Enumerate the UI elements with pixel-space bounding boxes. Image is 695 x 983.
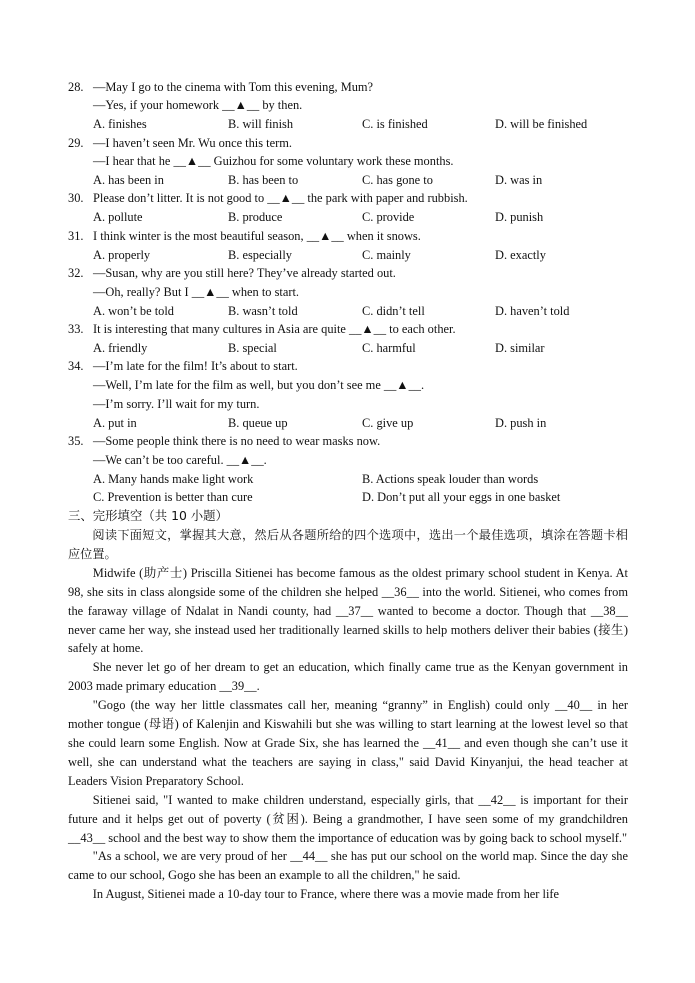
passage-paragraph: "As a school, we are very proud of her __44__ she has put our school on the world map. Since the day she came to our school, Gogo she has been an example to all the children," he said. [68, 849, 628, 883]
option-d[interactable]: D. haven’t told [495, 304, 570, 318]
option-d[interactable]: D. was in [495, 173, 543, 187]
passage-paragraph: "Gogo (the way her little classmates call her, meaning “granny” in English) could only __40__ in her mother tongue (母语) of Kalenjin and Kiswahili but she was willing to start learning at the lowest level so that she could learn some English. Now at Grade Six, she has learned the __41__ and even though she can’t use it well, she can understand what the teachers are saying in class," said David Kinyanjui, the head teacher at Leaders Vision Preparatory School. [68, 698, 628, 788]
question-number: 35. [68, 434, 84, 448]
passage-paragraph: Sitienei said, "I wanted to make children understand, especially girls, that __42__ is important for their future and it helps get out of poverty (贫困). Being a grandmother, I have seen some of my grandchildren __43__ school and the best way to show them the importance of education was by going back to school myself." [68, 792, 628, 845]
option-c[interactable]: C. provide [362, 210, 415, 224]
option-c[interactable]: C. has gone to [362, 173, 433, 187]
question-number: 34. [68, 359, 84, 373]
option-a[interactable]: A. put in [93, 416, 137, 430]
question-number: 33. [68, 322, 84, 336]
option-d[interactable]: D. Don’t put all your eggs in one basket [362, 490, 561, 504]
section-title: 三、完形填空（共 10 小题） [68, 508, 228, 523]
passage-paragraph: In August, Sitienei made a 10-day tour to France, where there was a movie made from her life [92, 887, 560, 902]
option-b[interactable]: B. queue up [228, 416, 288, 430]
option-c[interactable]: C. didn’t tell [362, 304, 425, 318]
question-number: 30. [68, 191, 84, 205]
option-a[interactable]: A. Many hands make light work [93, 472, 254, 486]
option-c[interactable]: C. is finished [362, 117, 428, 131]
question-stem: —Some people think there is no need to wear masks now. [93, 434, 381, 448]
question-stem: Please don’t litter. It is not good to __▲__ the park with paper and rubbish. [93, 191, 468, 205]
option-d[interactable]: D. similar [495, 341, 545, 355]
question-response: —We can’t be too careful. __▲__. [93, 453, 267, 467]
question-number: 31. [68, 229, 84, 243]
option-d[interactable]: D. will be finished [495, 117, 588, 131]
question-number: 29. [68, 136, 84, 150]
option-b[interactable]: B. especially [228, 248, 292, 262]
passage-paragraph: She never let go of her dream to get an education, which finally came true as the Kenyan government in 2003 made primary education __39__. [68, 660, 628, 694]
option-d[interactable]: D. exactly [495, 248, 546, 262]
option-b[interactable]: B. Actions speak louder than words [362, 472, 539, 486]
section-instruction: 阅读下面短文，掌握其大意，然后从各题所给的四个选项中，选出一个最佳选项，填涂在答题卡相应位置。 [68, 528, 628, 561]
cloze-passage [68, 526, 628, 904]
question-stem: —Susan, why are you still here? They’ve already started out. [93, 266, 396, 280]
question-stem: —I haven’t seen Mr. Wu once this term. [93, 136, 292, 150]
question-response: —I hear that he __▲__ Guizhou for some voluntary work these months. [93, 154, 454, 168]
question-number: 32. [68, 266, 84, 280]
question-response: —Yes, if your homework __▲__ by then. [93, 98, 303, 112]
question-stem: It is interesting that many cultures in Asia are quite __▲__ to each other. [93, 322, 456, 336]
option-a[interactable]: A. has been in [93, 173, 164, 187]
option-c[interactable]: C. Prevention is better than cure [93, 490, 253, 504]
option-b[interactable]: B. will finish [228, 117, 294, 131]
option-b[interactable]: B. wasn’t told [228, 304, 298, 318]
question-number: 28. [68, 80, 84, 94]
passage-paragraph: Midwife (助产士) Priscilla Sitienei has become famous as the oldest primary school student in Kenya. At 98, she sits in class alongside some of the children she helped __36__ into the world. Sitienei, who comes from the faraway village of Ndalat in Nandi county, had __37__ wanted to become a doctor. Though that __38__ never came her way, she instead used her traditionally learned skills to help mothers deliver their babies (接生) safely at home. [68, 565, 628, 656]
option-d[interactable]: D. punish [495, 210, 544, 224]
option-c[interactable]: C. mainly [362, 248, 411, 262]
option-a[interactable]: A. properly [93, 248, 151, 262]
question-response: —Well, I’m late for the film as well, but you don’t see me __▲__. [93, 378, 425, 392]
question-response: —I’m sorry. I’ll wait for my turn. [93, 397, 260, 411]
option-b[interactable]: B. produce [228, 210, 283, 224]
option-a[interactable]: A. pollute [93, 210, 143, 224]
option-d[interactable]: D. push in [495, 416, 547, 430]
question-stem: —May I go to the cinema with Tom this evening, Mum? [93, 80, 374, 94]
question-stem: I think winter is the most beautiful season, __▲__ when it snows. [93, 229, 421, 243]
option-a[interactable]: A. friendly [93, 341, 148, 355]
option-c[interactable]: C. harmful [362, 341, 416, 355]
option-c[interactable]: C. give up [362, 416, 414, 430]
option-b[interactable]: B. has been to [228, 173, 299, 187]
question-response: —Oh, really? But I __▲__ when to start. [93, 285, 300, 299]
question-stem: —I’m late for the film! It’s about to start. [93, 359, 298, 373]
option-a[interactable]: A. finishes [93, 117, 147, 131]
option-b[interactable]: B. special [228, 341, 277, 355]
option-a[interactable]: A. won’t be told [93, 304, 174, 318]
